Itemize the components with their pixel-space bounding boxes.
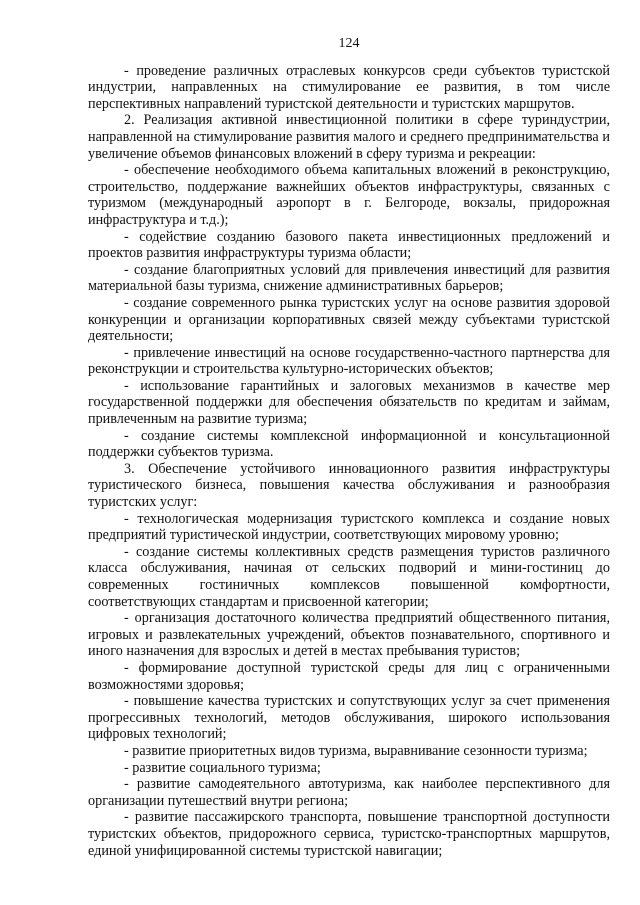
page-number: 124	[338, 36, 360, 51]
paragraph: - развитие социального туризма;	[124, 759, 321, 776]
paragraph: - развитие приоритетных видов туризма, выравнивание сезонности туризма;	[124, 742, 588, 759]
paragraph: - создание современного рынка туристских услуг на основе развития здоровой конкуренции и организации корпоративных связей между субъектами туристской деятельности;	[88, 294, 610, 345]
paragraph: - создание системы коллективных средств размещения туристов различного класса обслуживания, начиная от сельских подворий и мини-гостиниц до современных гостиничных комплексов повышенной комфортности, соответствующих стандартам и присвоенной категории;	[88, 543, 610, 610]
paragraph: - технологическая модернизация туристского комплекса и создание новых предприятий туристической индустрии, соответствующих мировому уровню;	[88, 510, 610, 544]
document-page	[88, 36, 610, 896]
paragraph: - использование гарантийных и залоговых механизмов в качестве мер государственной поддержки для обеспечения обязательств по кредитам и займам, привлеченным на развитие туризма;	[88, 377, 610, 428]
paragraph: - развитие пассажирского транспорта, повышение транспортной доступности туристских объектов, придорожного сервиса, туристско-транспортных маршрутов, единой унифицированной системы туристской навигации;	[88, 809, 610, 859]
paragraph: - организация достаточного количества предприятий общественного питания, игровых и развлекательных учреждений, объектов познавательного, спортивного и иного назначения для взрослых и детей в местах пребывания туристов;	[88, 610, 610, 660]
paragraph: - содействие созданию базового пакета инвестиционных предложений и проектов развития инфраструктуры туризма области;	[88, 228, 610, 262]
paragraph: 2. Реализация активной инвестиционной политики в сфере туриндустрии, направленной на стимулирование развития малого и среднего предпринимательства и увеличение объемов финансовых вложений в сферу туризма и рекреации:	[88, 112, 610, 162]
paragraph: - проведение различных отраслевых конкурсов среди субъектов туристской индустрии, направленных на стимулирование ее развития, в том числе перспективных направлений туристской деятельности и туристских маршрутов.	[88, 62, 610, 112]
paragraph: - повышение качества туристских и сопутствующих услуг за счет применения прогрессивных технологий, методов обслуживания, широкого использования цифровых технологий;	[88, 693, 610, 743]
paragraph: - создание благоприятных условий для привлечения инвестиций для развития материальной базы туризма, снижение административных барьеров;	[88, 261, 610, 295]
paragraph: - формирование доступной туристской среды для лиц с ограниченными возможностями здоровья;	[88, 659, 610, 693]
paragraph: - привлечение инвестиций на основе государственно-частного партнерства для реконструкции и строительства культурно-исторических объектов;	[88, 344, 610, 378]
paragraph: - развитие самодеятельного автотуризма, как наиболее перспективного для организации путешествий внутри региона;	[88, 776, 610, 809]
paragraph: 3. Обеспечение устойчивого инновационного развития инфраструктуры туристического бизнеса, повышения качества обслуживания и разнообразия туристских услуг:	[88, 460, 610, 511]
paragraph: - обеспечение необходимого объема капитальных вложений в реконструкцию, строительство, поддержание важнейших объектов инфраструктуры, связанных с туризмом (международный аэропорт в г. Белгороде, вокзалы, придорожная инфраструктура и т.д.);	[88, 162, 610, 228]
paragraph: - создание системы комплексной информационной и консультационной поддержки субъектов туризма.	[88, 427, 610, 461]
